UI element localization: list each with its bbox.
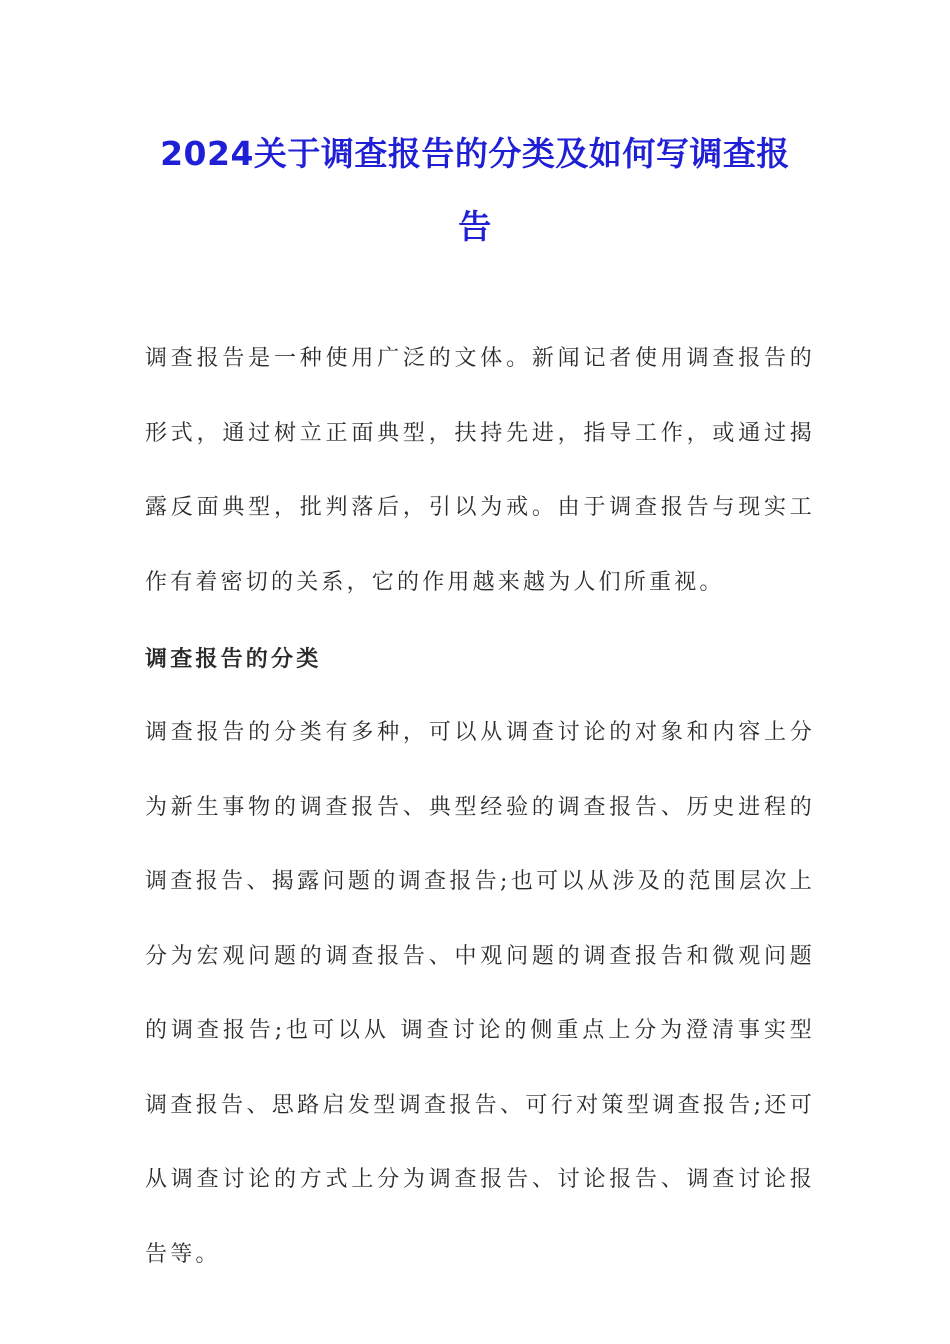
section-heading: 调查报告的分类 [145, 646, 322, 672]
intro-paragraph: 调查报告是一种使用广泛的文体。新闻记者使用调查报告的形式，通过树立正面典型，扶持先进，指导工作，或通过揭露反面典型，批判落后，引以为戒。由于调查报告与现实工作有着密切的关系，它的作用越来越为人们所重视。 [145, 346, 815, 595]
classification-paragraph: 调查报告的分类有多种，可以从调查讨论的对象和内容上分为新生事物的调查报告、典型经验的调查报告、历史进程的调查报告、揭露问题的调查报告;也可以从涉及的范围层次上分为宏观问题的调查报告、中观问题的调查报告和微观问题的调查报告;也可以从 调查讨论的侧重点上分为澄清事实型调查报告、思路启发型调查报告、可行对策型调查报告;还可从调查讨论的方式上分为调查报告、讨论报告、调查讨论报告等。 [145, 720, 815, 1267]
document-title: 2024关于调查报告的分类及如何写调查报 [160, 134, 790, 173]
document-title-continuation: 告 [458, 207, 492, 246]
